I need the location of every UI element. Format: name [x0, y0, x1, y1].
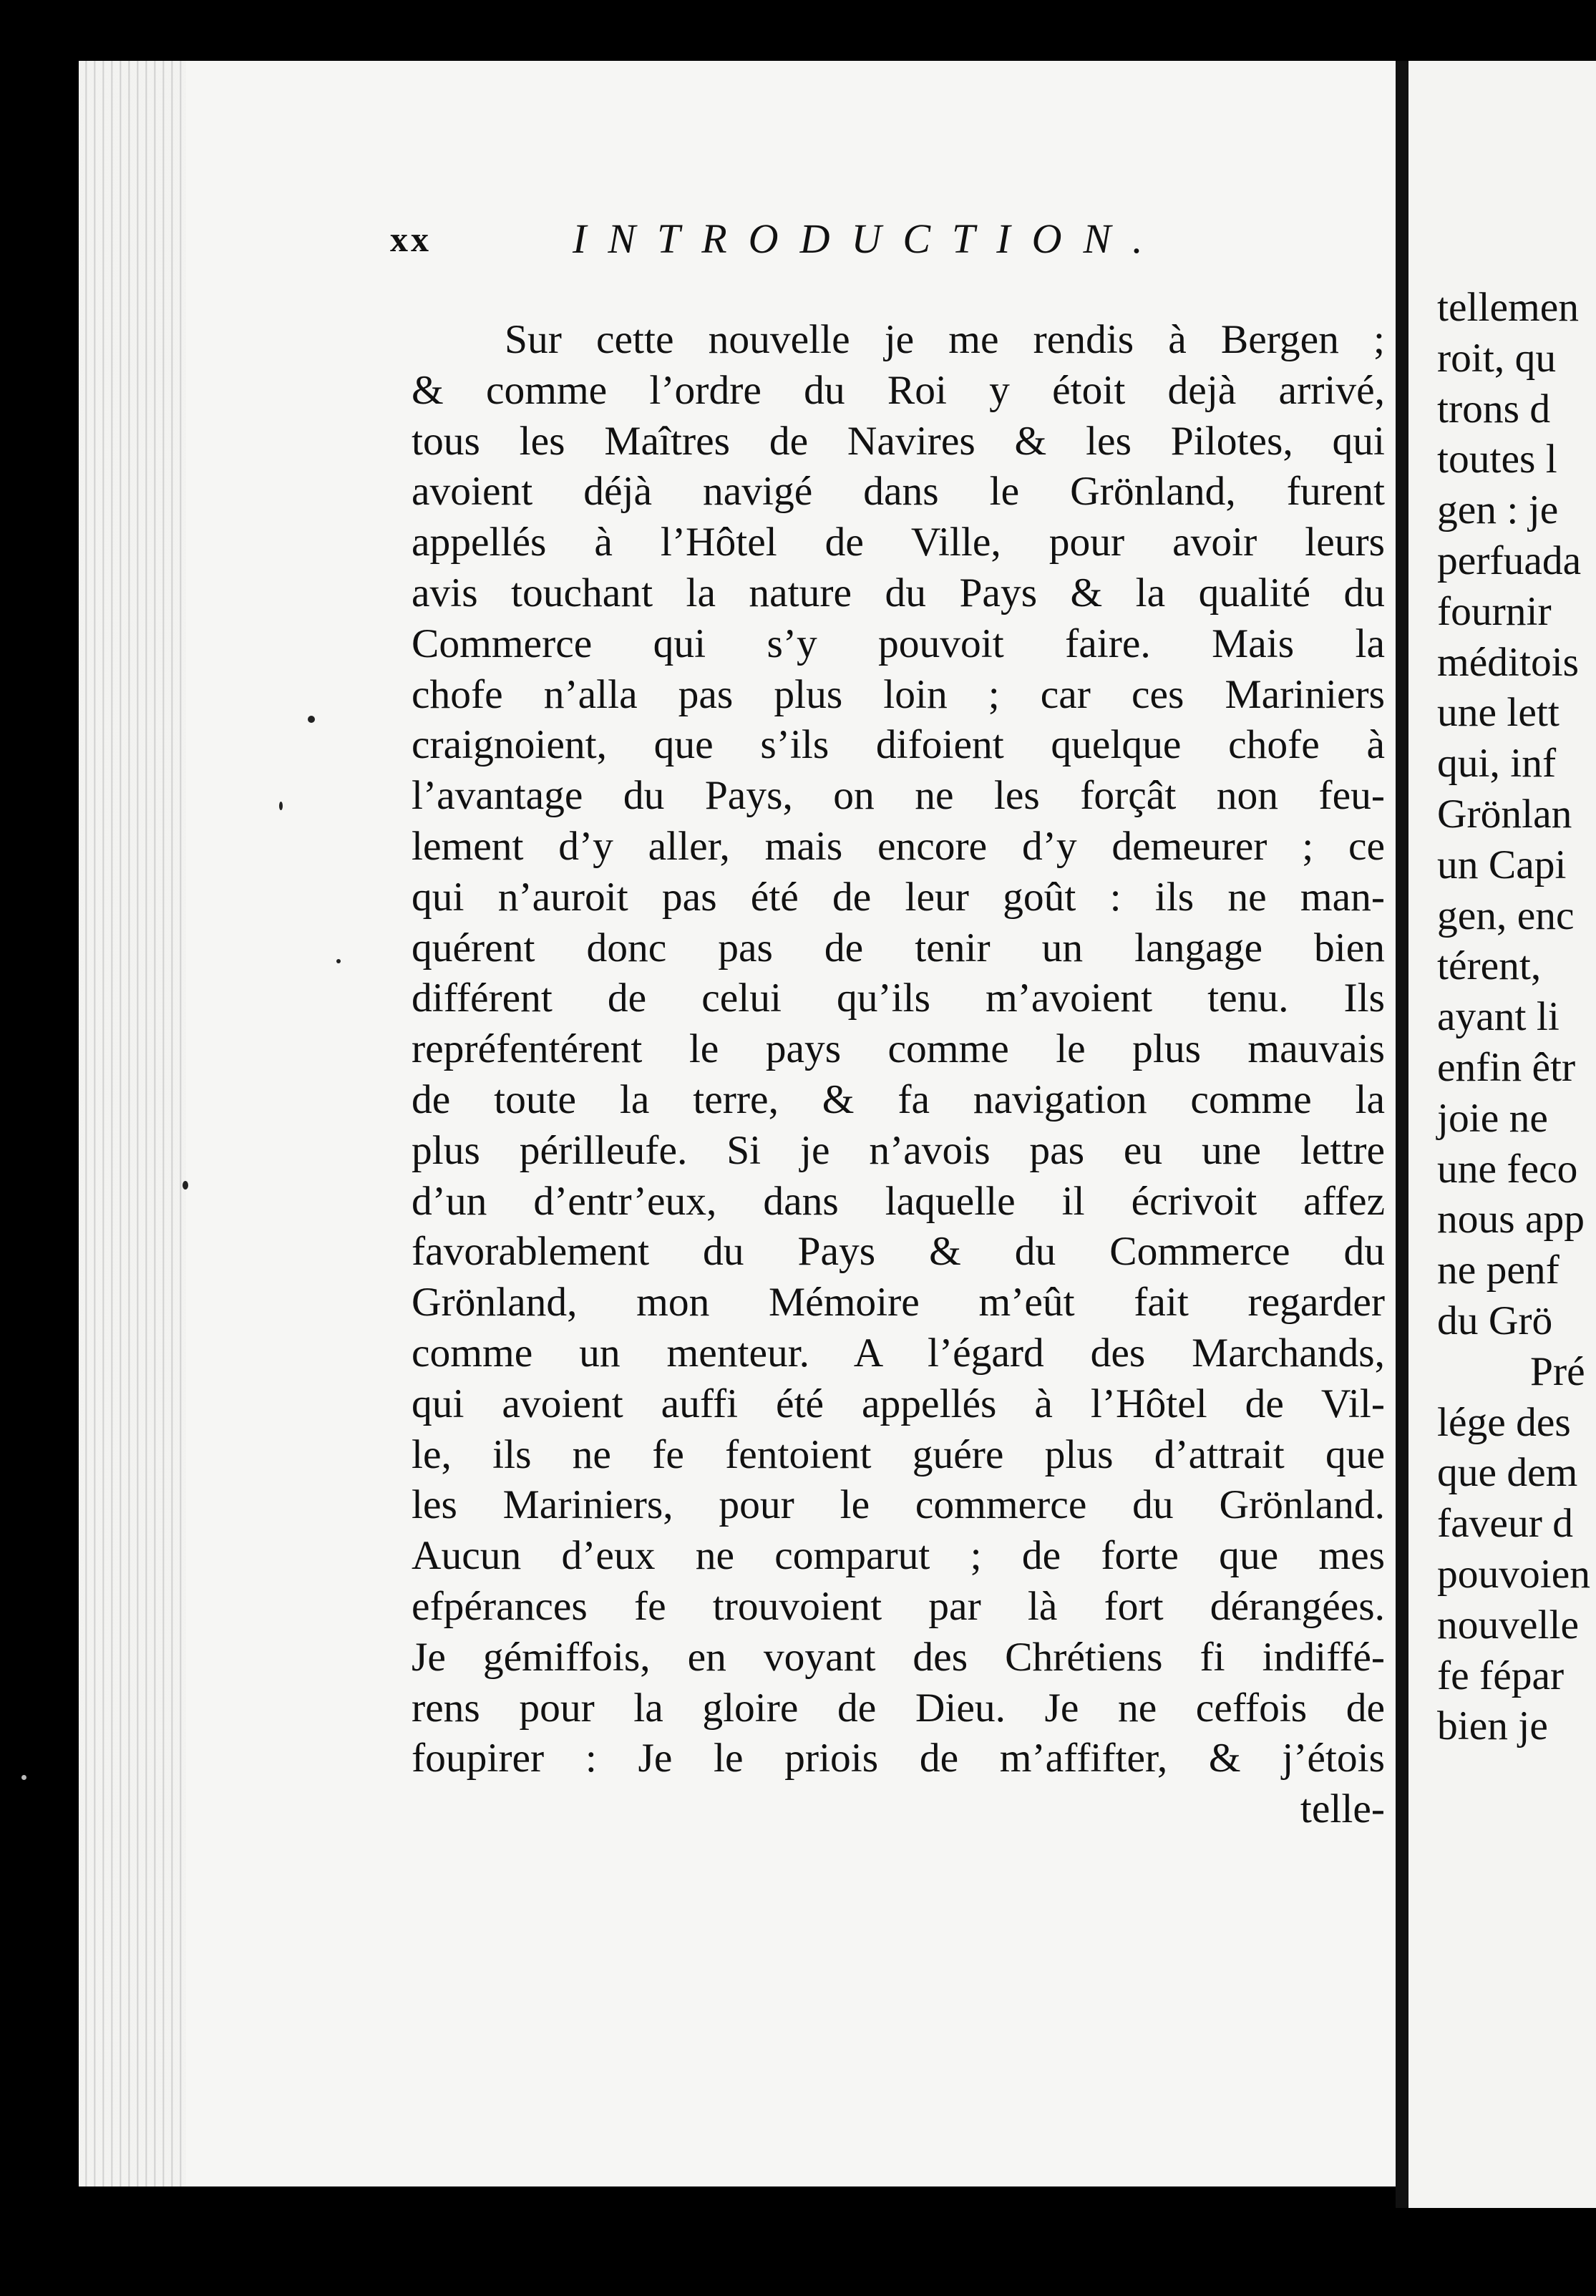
- text-line: rens pour la gloire de Dieu. Je ne ceffois de: [412, 1685, 1385, 1731]
- text-line: ne penf: [1437, 1247, 1559, 1293]
- text-line: lement d’y aller, mais encore d’y demeurer ; ce: [412, 823, 1385, 869]
- text-line: toutes l: [1437, 437, 1557, 482]
- text-line: méditois: [1437, 639, 1580, 685]
- text-line: comme un menteur. A l’égard des Marchands,: [412, 1330, 1385, 1376]
- catchword: telle-: [1300, 1786, 1385, 1832]
- text-line: appellés à l’Hôtel de Ville, pour avoir leurs: [412, 520, 1385, 565]
- book-gutter: [1396, 61, 1408, 2208]
- paper-speck: [336, 959, 341, 963]
- text-line: térent,: [1437, 943, 1542, 989]
- text-line: nous app: [1437, 1197, 1585, 1242]
- text-line: de toute la terre, & fa navigation comme la: [412, 1076, 1385, 1122]
- paper-speck: [308, 716, 315, 723]
- text-line: foupirer : Je le priois de m’affifter, & j’étois: [412, 1736, 1385, 1781]
- text-line: craignoient, que s’ils difoient quelque chofe à: [412, 722, 1385, 768]
- text-line: faveur d: [1437, 1501, 1573, 1547]
- body-text: [412, 315, 1385, 1835]
- text-line: gen, enc: [1437, 892, 1575, 938]
- text-line: quérent donc pas de tenir un langage bien: [412, 925, 1385, 971]
- text-line: qui, inf: [1437, 741, 1557, 787]
- right-page-text: [1437, 283, 1590, 1752]
- text-line: ayant li: [1437, 994, 1559, 1040]
- paper-speck: [183, 1181, 188, 1190]
- text-line: pouvoien: [1437, 1551, 1590, 1597]
- text-line: favorablement du Pays & du Commerce du: [412, 1229, 1385, 1275]
- text-line: nouvelle: [1437, 1602, 1579, 1648]
- text-line: tous les Maîtres de Navires & les Pilotes, qui: [412, 418, 1385, 464]
- text-line: d’un d’entr’eux, dans laquelle il écrivoit affez: [412, 1178, 1385, 1224]
- text-line: un Capi: [1437, 842, 1567, 887]
- text-line: différent de celui qu’ils m’avoient tenu. Ils: [412, 976, 1385, 1021]
- text-line: joie ne: [1437, 1095, 1548, 1141]
- text-line: Grönlan: [1437, 791, 1572, 837]
- text-line: Sur cette nouvelle je me rendis à Bergen ;: [505, 317, 1385, 362]
- text-line: Je gémiffois, en voyant des Chrétiens fi indiffé-: [412, 1634, 1385, 1680]
- text-line: qui n’auroit pas été de leur goût : ils ne man-: [412, 874, 1385, 920]
- text-line: une feco: [1437, 1146, 1578, 1192]
- text-line: gen : je: [1437, 487, 1559, 533]
- text-line: roit, qu: [1437, 335, 1557, 381]
- text-line: plus périlleufe. Si je n’avois pas eu une lettre: [412, 1127, 1385, 1173]
- page-number: xx: [390, 219, 432, 259]
- paper-speck: [279, 802, 283, 810]
- text-line: bien je: [1437, 1703, 1548, 1749]
- text-line: perfuada: [1437, 537, 1582, 583]
- text-line: tellemen: [1437, 285, 1579, 330]
- text-line: que dem: [1437, 1450, 1578, 1496]
- text-line: repréfentérent le pays comme le plus mauvais: [412, 1026, 1385, 1072]
- text-line: Commerce qui s’y pouvoit faire. Mais la: [412, 621, 1385, 666]
- text-line: fe fépar: [1437, 1653, 1565, 1698]
- text-line: efpérances fe trouvoient par là fort dérangées.: [412, 1583, 1385, 1629]
- paper-speck: [21, 1775, 26, 1780]
- text-line: du Grö: [1437, 1298, 1553, 1343]
- text-line: enfin êtr: [1437, 1044, 1576, 1090]
- text-line: qui avoient auffi été appellés à l’Hôtel de Vil-: [412, 1381, 1385, 1426]
- text-line: chofe n’alla pas plus loin ; car ces Mariniers: [412, 671, 1385, 717]
- text-line: les Mariniers, pour le commerce du Grönland.: [412, 1482, 1385, 1528]
- text-line: Pré: [1530, 1348, 1585, 1394]
- text-line: avis touchant la nature du Pays & la qualité du: [412, 570, 1385, 616]
- text-line: trons d: [1437, 386, 1551, 432]
- running-head: INTRODUCTION.: [573, 215, 1164, 262]
- text-line: & comme l’ordre du Roi y étoit dejà arrivé,: [412, 367, 1385, 413]
- text-line: avoient déjà navigé dans le Grönland, furent: [412, 469, 1385, 515]
- text-line: lége des: [1437, 1399, 1571, 1445]
- text-line: une lett: [1437, 690, 1559, 736]
- text-line: Aucun d’eux ne comparut ; de forte que mes: [412, 1533, 1385, 1579]
- text-line: l’avantage du Pays, on ne les forçât non feu-: [412, 773, 1385, 819]
- text-line: fournir: [1437, 588, 1552, 634]
- text-line: le, ils ne fe fentoient guére plus d’attrait que: [412, 1431, 1385, 1477]
- text-line: Grönland, mon Mémoire m’eût fait regarder: [412, 1280, 1385, 1325]
- page-edges: [79, 61, 186, 2186]
